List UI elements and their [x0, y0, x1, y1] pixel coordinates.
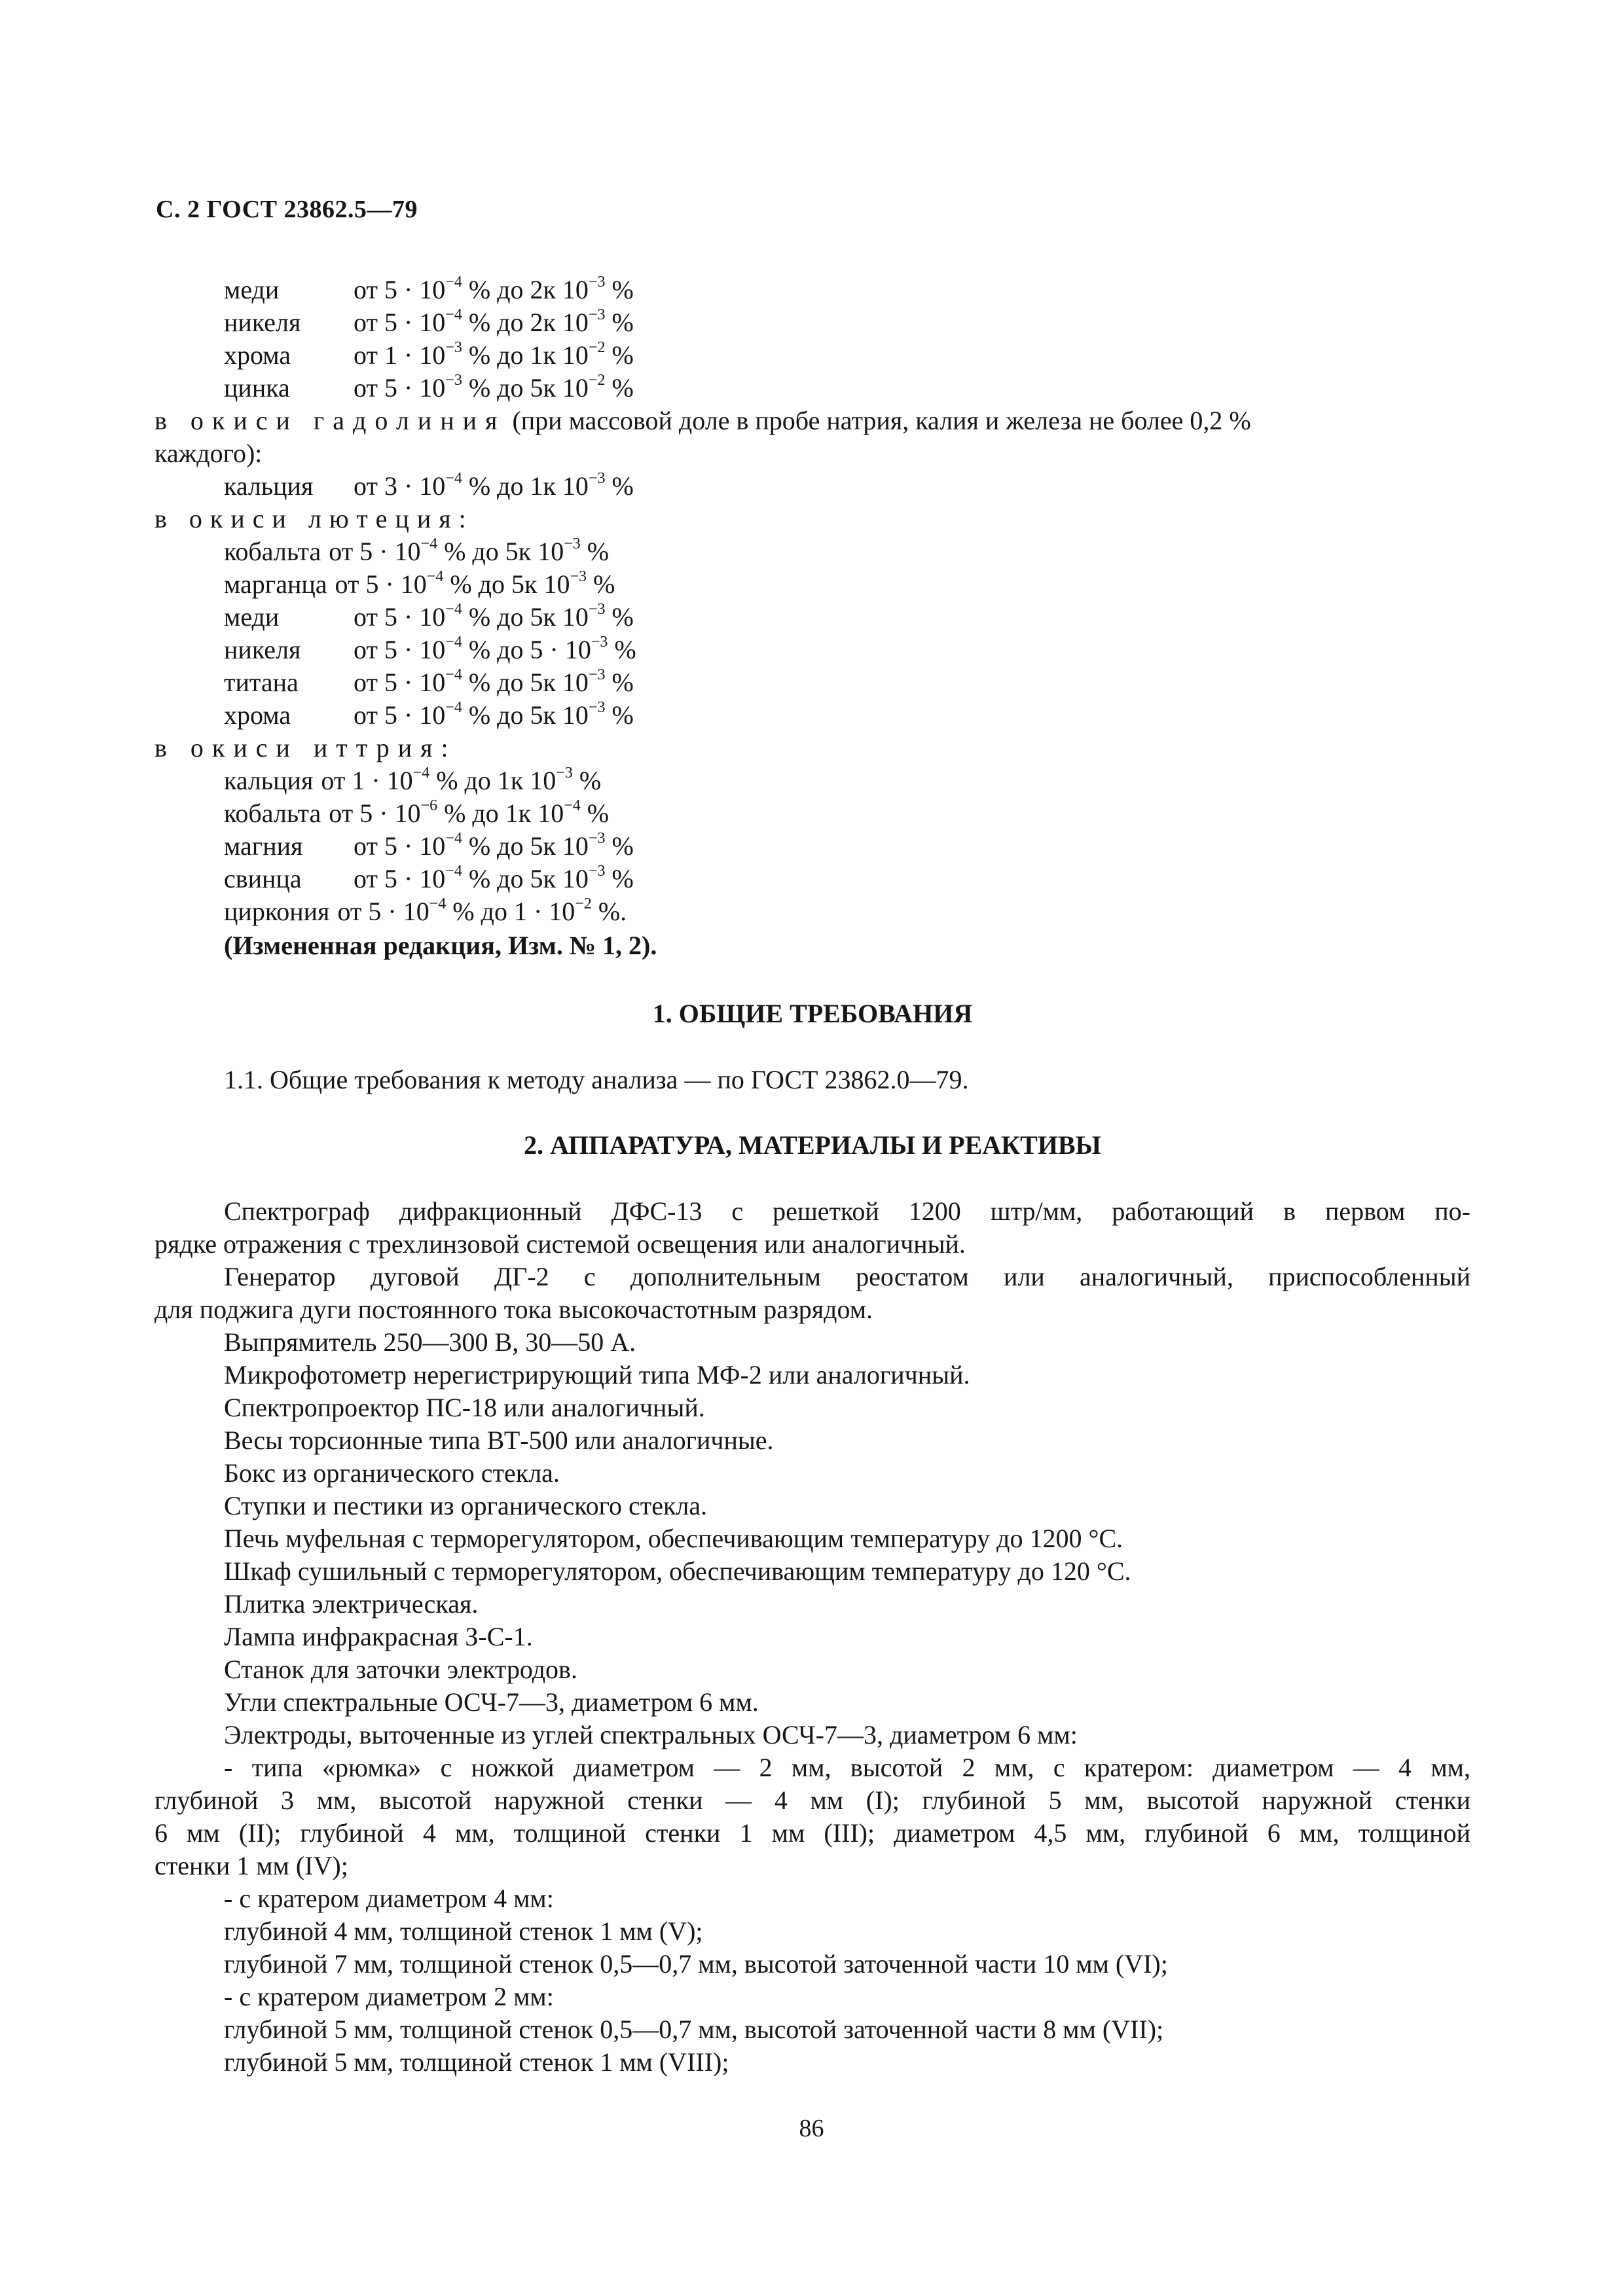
element-range: от $5 \cdot 10^{-4}$ % до 5к $10^{-3}$ %: [335, 567, 615, 599]
list-item: [224, 764, 601, 797]
paragraph-line: для поджига дуги постоянного тока высокочастотным разрядом.: [155, 1295, 873, 1324]
element-name: титана: [224, 668, 299, 697]
equipment-item: Лампа инфракрасная З-С-1.: [224, 1622, 533, 1651]
element-range: от $5 \cdot 10^{-4}$ % до 5к $10^{-3}$ %: [354, 698, 634, 730]
list-item: [224, 699, 634, 732]
list-item: [224, 863, 634, 895]
element-name: магния: [224, 831, 303, 861]
element-name: меди: [224, 275, 280, 304]
paragraph-line: рядке отражения с трехлинзовой системой освещения или аналогичный.: [155, 1229, 966, 1259]
group-note-cont: каждого):: [155, 439, 263, 468]
element-range: от $5 \cdot 10^{-4}$ % до 5к $10^{-3}$ %: [354, 862, 634, 893]
list-item: [224, 601, 634, 634]
element-range: от $5 \cdot 10^{-4}$ % до 5к $10^{-3}$ %: [354, 600, 634, 632]
equipment-item: Электроды, выточенные из углей спектральных ОСЧ-7—3, диаметром 6 мм:: [224, 1720, 1078, 1749]
element-name: кобальта: [224, 537, 321, 566]
group-heading: в окиси иттрия:: [155, 733, 457, 762]
element-name: свинца: [224, 864, 302, 893]
paragraph-line: стенки 1 мм (IV);: [155, 1851, 348, 1880]
equipment-item: Микрофотометр нерегистрирующий типа МФ-2 или аналогичный.: [224, 1360, 970, 1390]
paragraph-line: глубиной 3 мм, высотой наружной стенки — 4 мм (I); глубиной 5 мм, высотой наружной стенки: [155, 1785, 1470, 1815]
equipment-item: Ступки и пестики из органического стекла.: [224, 1491, 708, 1520]
list-item: [224, 568, 615, 601]
list-item: [224, 535, 609, 568]
element-range: от $5 \cdot 10^{-4}$ % до 2к $10^{-3}$ %: [354, 273, 634, 304]
list-item: [224, 830, 634, 863]
group-heading: в окиси гадолиния: [155, 406, 506, 435]
equipment-item: глубиной 5 мм, толщиной стенок 1 мм (VIII);: [224, 2047, 729, 2077]
element-range: от $5 \cdot 10^{-3}$ % до 5к $10^{-2}$ %: [354, 371, 634, 403]
element-name: циркония: [224, 897, 330, 926]
element-name: кальция: [224, 471, 314, 501]
element-name: хрома: [224, 340, 291, 370]
equipment-item: Станок для заточки электродов.: [224, 1655, 577, 1684]
element-name: меди: [224, 602, 280, 632]
element-name: кобальта: [224, 798, 321, 828]
equipment-item: Бокс из органического стекла.: [224, 1458, 560, 1488]
list-item: [224, 372, 634, 404]
group-heading: в окиси лютеция:: [155, 504, 474, 533]
element-name: хрома: [224, 700, 291, 730]
equipment-item: Спектропроектор ПС-18 или аналогичный.: [224, 1393, 705, 1422]
list-item: [224, 274, 634, 306]
equipment-item: Угли спектральные ОСЧ-7—3, диаметром 6 мм.: [224, 1687, 759, 1717]
element-range: от $5 \cdot 10^{-4}$ % до 2к $10^{-3}$ %: [354, 306, 634, 337]
list-item: [224, 470, 634, 503]
element-range: от $1 \cdot 10^{-3}$ % до 1к $10^{-2}$ %: [354, 338, 634, 370]
section-2-title: 2. АППАРАТУРА, МАТЕРИАЛЫ И РЕАКТИВЫ: [524, 1130, 1101, 1160]
list-item: [224, 895, 627, 928]
equipment-item: - с кратером диаметром 2 мм:: [224, 1982, 554, 2011]
page-number: 86: [799, 2115, 824, 2142]
element-name: цинка: [224, 373, 290, 403]
element-name: никеля: [224, 308, 301, 337]
element-range: от $5 \cdot 10^{-4}$ % до $5 \cdot 10^{-3}$ %: [354, 633, 636, 664]
equipment-item: глубиной 7 мм, толщиной стенок 0,5—0,7 мм, высотой заточенной части 10 мм (VI);: [224, 1949, 1168, 1979]
element-range: от $3 \cdot 10^{-4}$ % до 1к $10^{-3}$ %: [354, 469, 634, 501]
element-name: никеля: [224, 635, 301, 664]
equipment-item: Выпрямитель 250—300 В, 30—50 А.: [224, 1327, 636, 1357]
element-range: от $5 \cdot 10^{-4}$ % до 5к $10^{-3}$ %: [354, 829, 634, 861]
equipment-item: Плитка электрическая.: [224, 1589, 479, 1619]
equipment-item: глубиной 4 мм, толщиной стенок 1 мм (V);: [224, 1916, 703, 1946]
element-range: от $5 \cdot 10^{-4}$ % до 5к $10^{-3}$ %: [329, 535, 610, 566]
list-item: [224, 634, 636, 666]
list-item: [224, 666, 634, 699]
equipment-item: Шкаф сушильный с терморегулятором, обеспечивающим температуру до 120 °С.: [224, 1556, 1131, 1586]
equipment-item: глубиной 5 мм, толщиной стенок 0,5—0,7 мм, высотой заточенной части 8 мм (VII);: [224, 2015, 1164, 2044]
element-range: от $1 \cdot 10^{-4}$ % до 1к $10^{-3}$ %: [321, 764, 602, 795]
paragraph-line: - типа «рюмка» с ножкой диаметром — 2 мм, высотой 2 мм, с кратером: диаметром — 4 мм,: [224, 1753, 1470, 1782]
element-range: от $5 \cdot 10^{-6}$ % до 1к $10^{-4}$ %: [329, 797, 610, 828]
element-range: от $5 \cdot 10^{-4}$ % до $1 \cdot 10^{-2}$ %.: [337, 895, 627, 926]
list-item: [224, 339, 634, 372]
group-note: (при массовой доле в пробе натрия, калия и железа не более 0,2 %: [512, 406, 1251, 435]
gadolinium-group: [155, 404, 1470, 437]
paragraph-line: 6 мм (II); глубиной 4 мм, толщиной стенки 1 мм (III); диаметром 4,5 мм, глубиной 6 мм, толщиной: [155, 1818, 1470, 1848]
element-range: от $5 \cdot 10^{-4}$ % до 5к $10^{-3}$ %: [354, 666, 634, 697]
paragraph-line: Спектрограф дифракционный ДФС-13 с решеткой 1200 штр/мм, работающий в первом по-: [224, 1196, 1470, 1226]
page-header: С. 2 ГОСТ 23862.5—79: [156, 196, 418, 223]
element-name: марганца: [224, 569, 327, 599]
section-1-text: 1.1. Общие требования к методу анализа — по ГОСТ 23862.0—79.: [224, 1065, 969, 1094]
section-1-title: 1. ОБЩИЕ ТРЕБОВАНИЯ: [652, 999, 973, 1028]
amendment-note: (Измененная редакция, Изм. № 1, 2).: [224, 931, 657, 960]
element-name: кальция: [224, 766, 314, 795]
equipment-item: Печь муфельная с терморегулятором, обеспечивающим температуру до 1200 °С.: [224, 1524, 1123, 1553]
paragraph-line: Генератор дуговой ДГ-2 с дополнительным реостатом или аналогичный, приспособленный: [224, 1262, 1470, 1291]
equipment-item: - с кратером диаметром 4 мм:: [224, 1884, 554, 1913]
equipment-item: Весы торсионные типа ВТ-500 или аналогичные.: [224, 1426, 774, 1455]
list-item: [224, 797, 609, 830]
list-item: [224, 306, 634, 339]
